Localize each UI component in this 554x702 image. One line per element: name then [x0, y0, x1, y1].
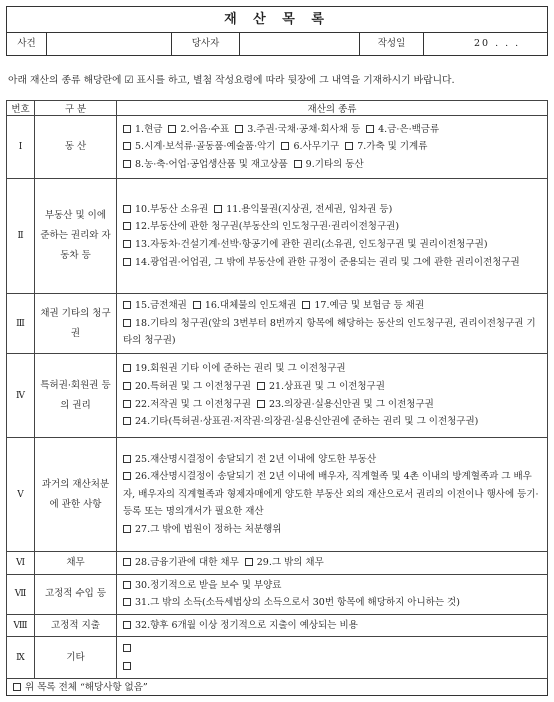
row-number: Ⅸ: [7, 637, 35, 679]
item-line: [123, 138, 541, 156]
asset-option[interactable]: [123, 620, 358, 631]
asset-checkbox[interactable]: [302, 301, 310, 309]
asset-option[interactable]: [123, 524, 282, 535]
item-line: [123, 594, 541, 612]
asset-option-label: 28.금융기관에 대한 채무: [135, 557, 239, 568]
item-line: [123, 201, 541, 219]
asset-checkbox[interactable]: [123, 382, 131, 390]
asset-checkbox[interactable]: [123, 319, 131, 327]
asset-option-label: 2.어음·수표: [180, 123, 230, 135]
table-row: [7, 438, 548, 552]
item-line: [123, 254, 541, 272]
asset-option[interactable]: [123, 159, 288, 170]
header-info-row: [7, 33, 547, 55]
asset-option-label: 16.대체물의 인도채권: [204, 300, 297, 312]
asset-option[interactable]: [123, 124, 162, 135]
asset-option[interactable]: [245, 557, 324, 568]
asset-checkbox[interactable]: [123, 662, 131, 670]
row-items: [117, 637, 548, 679]
category-column-header: 구 분: [35, 101, 117, 116]
row-category: 고정적 수입 등: [35, 574, 117, 614]
asset-option-label: 30.정기적으로 받을 보수 및 부양료: [135, 579, 282, 591]
item-line: [123, 617, 541, 635]
asset-option[interactable]: [123, 471, 539, 517]
asset-option-label: 18.기타의 청구권(앞의 3번부터 8번까지 항목에 해당하는 동산의 인도청구권, 권리이전청구권 기타의 청구권): [123, 317, 536, 347]
asset-checkbox[interactable]: [123, 258, 131, 266]
number-column-header: 번호: [7, 101, 35, 116]
instruction-text: 아래 재산의 종류 해당란에 ☑ 표시를 하고, 별첨 작성요령에 따라 뒷장에 그 내역을 기재하시기 바랍니다.: [8, 75, 455, 86]
asset-option[interactable]: [123, 399, 251, 410]
item-line: [123, 640, 541, 658]
asset-option[interactable]: [302, 300, 424, 311]
asset-option[interactable]: [123, 416, 478, 427]
date-field[interactable]: 20 . . .: [474, 38, 521, 49]
asset-option-label: 32.향후 6개월 이상 정기적으로 지출이 예상되는 비용: [135, 619, 358, 631]
asset-list-form: [6, 6, 548, 86]
item-line: [123, 451, 541, 469]
item-line: [123, 521, 541, 539]
asset-option-label: 19.회원권 기타 이에 준하는 권리 및 그 이전청구권: [135, 363, 346, 375]
row-number: Ⅲ: [7, 294, 35, 354]
asset-option-label: 29.그 밖의 채무: [256, 557, 324, 568]
item-line: [123, 236, 541, 254]
asset-checkbox[interactable]: [123, 205, 131, 213]
row-number: Ⅷ: [7, 614, 35, 637]
row-category: 채무: [35, 552, 117, 575]
item-line: [123, 396, 541, 414]
row-category: 부동산 및 이에 준하는 권리와 자동차 등: [35, 179, 117, 294]
asset-checkbox[interactable]: [123, 417, 131, 425]
asset-checkbox[interactable]: [123, 142, 131, 150]
asset-option-label: 20.특허권 및 그 이전청구권: [135, 380, 251, 392]
row-items: [117, 552, 548, 575]
row-category: 채권 기타의 청구권: [35, 294, 117, 354]
row-number: Ⅶ: [7, 574, 35, 614]
row-category: 기타: [35, 637, 117, 679]
asset-checkbox[interactable]: [193, 301, 201, 309]
item-line: [123, 121, 541, 139]
items-column-header: 재산의 종류: [117, 101, 548, 116]
asset-option-label: 13.자동차·건설기계·선박·항공기에 관한 권리(소유권, 인도청구권 및 권리이전청구권): [135, 239, 488, 250]
asset-checkbox[interactable]: [123, 558, 131, 566]
asset-option-label: 24.기타(특허권·상표권·저작권·의장권·실용신안권에 준하는 권리 및 그 이전청구권): [135, 416, 479, 428]
asset-checkbox[interactable]: [168, 125, 176, 133]
asset-checkbox[interactable]: [123, 598, 131, 606]
asset-option[interactable]: [123, 643, 135, 654]
asset-option-label: 31.그 밖의 소득(소득세법상의 소득으로서 30번 항목에 해당하지 아니하는 것): [135, 597, 460, 609]
asset-option[interactable]: [123, 141, 275, 152]
asset-option[interactable]: [366, 124, 439, 135]
date-label: 작성일: [360, 33, 424, 55]
asset-checkbox[interactable]: [235, 125, 243, 133]
asset-option[interactable]: [168, 124, 229, 135]
row-items: [117, 179, 548, 294]
table-row: [7, 637, 548, 679]
asset-option[interactable]: [214, 204, 392, 215]
row-items: [117, 116, 548, 179]
asset-option[interactable]: [123, 557, 239, 568]
asset-option-label: 10.부동산 소유권: [135, 203, 209, 215]
asset-checkbox[interactable]: [123, 160, 131, 168]
asset-checkbox[interactable]: [345, 142, 353, 150]
item-line: [123, 378, 541, 396]
asset-option[interactable]: [257, 381, 385, 392]
asset-option[interactable]: [281, 141, 339, 152]
no-applicable-items-row[interactable]: [6, 679, 548, 696]
row-items: [117, 574, 548, 614]
row-items: [117, 294, 548, 354]
asset-option[interactable]: [123, 381, 251, 392]
asset-checkbox[interactable]: [123, 240, 131, 248]
asset-option-label: 26.재산명시결정이 송달되기 전 2년 이내에 배우자, 직계혈족 및 4촌 이내의 방계혈족과 그 배우자, 배우자의 직계혈족과 형제자매에게 양도한 부동산 외의 재산으로서 권리의 이전이나 행사에 등기·등록 또는 명의개서가 필요한 재산: [123, 471, 539, 518]
row-number: Ⅵ: [7, 552, 35, 575]
asset-category-table: [6, 100, 548, 679]
table-row: [7, 354, 548, 438]
asset-option-label: 5.시계·보석류·골동품·예술품·악기: [135, 141, 276, 153]
table-header-row: [7, 101, 548, 116]
asset-option-label: 23.의장권·실용신안권 및 그 이전청구권: [268, 398, 434, 410]
asset-option-label: 27.그 밖에 법원이 정하는 처분행위: [135, 523, 282, 535]
asset-option[interactable]: [123, 204, 208, 215]
asset-checkbox[interactable]: [123, 125, 131, 133]
row-items: [117, 438, 548, 552]
row-number: Ⅰ: [7, 116, 35, 179]
asset-option[interactable]: [123, 661, 135, 672]
asset-option[interactable]: [123, 318, 536, 347]
asset-option-label: 3.주권·국채·공채·회사채 등: [247, 123, 361, 135]
asset-checkbox[interactable]: [214, 205, 222, 213]
asset-option-label: 9.기타의 동산: [305, 158, 364, 170]
item-line: [123, 218, 541, 236]
asset-option[interactable]: [123, 257, 520, 268]
asset-option-label: 21.상표권 및 그 이전청구권: [268, 380, 385, 392]
asset-option[interactable]: [294, 159, 364, 170]
asset-option[interactable]: [123, 580, 282, 591]
table-row: [7, 552, 548, 575]
asset-checkbox[interactable]: [123, 400, 131, 408]
asset-checkbox[interactable]: [294, 160, 302, 168]
asset-checkbox[interactable]: [245, 558, 253, 566]
item-line: [123, 554, 541, 572]
row-number: Ⅱ: [7, 179, 35, 294]
row-items: [117, 354, 548, 438]
asset-checkbox[interactable]: [257, 400, 265, 408]
table-row: [7, 614, 548, 637]
table-row: [7, 179, 548, 294]
row-items: [117, 614, 548, 637]
asset-option-label: 8.농·축·어업·공업생산품 및 재고상품: [135, 158, 288, 170]
party-field[interactable]: [240, 33, 360, 55]
asset-checkbox[interactable]: [257, 382, 265, 390]
asset-option[interactable]: [193, 300, 297, 311]
asset-checkbox[interactable]: [123, 525, 131, 533]
asset-option-label: 7.가축 및 기계류: [357, 141, 428, 153]
asset-option[interactable]: [345, 141, 427, 152]
asset-option-label: 22.저작권 및 그 이전청구권: [135, 398, 251, 410]
asset-option[interactable]: [123, 597, 460, 608]
asset-checkbox[interactable]: [123, 222, 131, 230]
asset-option-label: 12.부동산에 관한 청구권(부동산의 인도청구권·권리이전청구권): [135, 221, 400, 233]
asset-option[interactable]: [123, 300, 187, 311]
party-label: 당사자: [172, 33, 240, 55]
asset-option[interactable]: [257, 399, 434, 410]
asset-checkbox[interactable]: [123, 621, 131, 629]
asset-option[interactable]: [123, 363, 346, 374]
item-line: [123, 297, 541, 315]
asset-checkbox[interactable]: [123, 301, 131, 309]
asset-checkbox[interactable]: [123, 364, 131, 372]
item-line: [123, 360, 541, 378]
asset-checkbox[interactable]: [123, 644, 131, 652]
asset-checkbox[interactable]: [123, 581, 131, 589]
item-line: [123, 413, 541, 431]
asset-option-label: 14.광업권·어업권, 그 밖에 부동산에 관한 규정이 준용되는 권리 및 그에 관한 권리이전청구권: [135, 256, 520, 268]
asset-option[interactable]: [123, 454, 376, 465]
row-number: Ⅳ: [7, 354, 35, 438]
table-row: [7, 574, 548, 614]
asset-option-label: 4.금·은·백금류: [378, 123, 440, 135]
asset-option-label: 17.예금 및 보험금 등 채권: [314, 300, 425, 312]
asset-option-label: 6.사무기구: [293, 141, 340, 153]
row-category: 과거의 재산처분에 관한 사항: [35, 438, 117, 552]
asset-option[interactable]: [123, 221, 399, 232]
row-category: 동 산: [35, 116, 117, 179]
asset-option-label: 1.현금: [135, 123, 163, 135]
item-line: [123, 156, 541, 174]
asset-option[interactable]: [123, 239, 488, 250]
item-line: [123, 315, 541, 350]
asset-checkbox[interactable]: [366, 125, 374, 133]
row-number: Ⅴ: [7, 438, 35, 552]
case-field[interactable]: [47, 33, 172, 55]
row-category: 고정적 지출: [35, 614, 117, 637]
case-label: 사건: [7, 33, 47, 55]
asset-option-label: 25.재산명시결정이 송달되기 전 2년 이내에 양도한 부동산: [135, 453, 377, 465]
no-applicable-label: 위 목록 전체 “해당사항 없음”: [25, 682, 148, 693]
item-line: [123, 658, 541, 676]
table-row: [7, 116, 548, 179]
form-header: [6, 6, 548, 56]
item-line: [123, 468, 541, 521]
row-category: 특허권·회원권 등의 권리: [35, 354, 117, 438]
asset-checkbox[interactable]: [123, 472, 131, 480]
asset-checkbox[interactable]: [281, 142, 289, 150]
table-row: [7, 294, 548, 354]
form-title: 재 산 목 록: [7, 7, 547, 33]
asset-checkbox[interactable]: [123, 455, 131, 463]
asset-option-label: 11.용익물권(지상권, 전세권, 임차권 등): [226, 203, 393, 215]
no-applicable-checkbox[interactable]: [13, 683, 21, 691]
item-line: [123, 577, 541, 595]
asset-option[interactable]: [235, 124, 360, 135]
asset-option-label: 15.금전채권: [135, 300, 187, 312]
